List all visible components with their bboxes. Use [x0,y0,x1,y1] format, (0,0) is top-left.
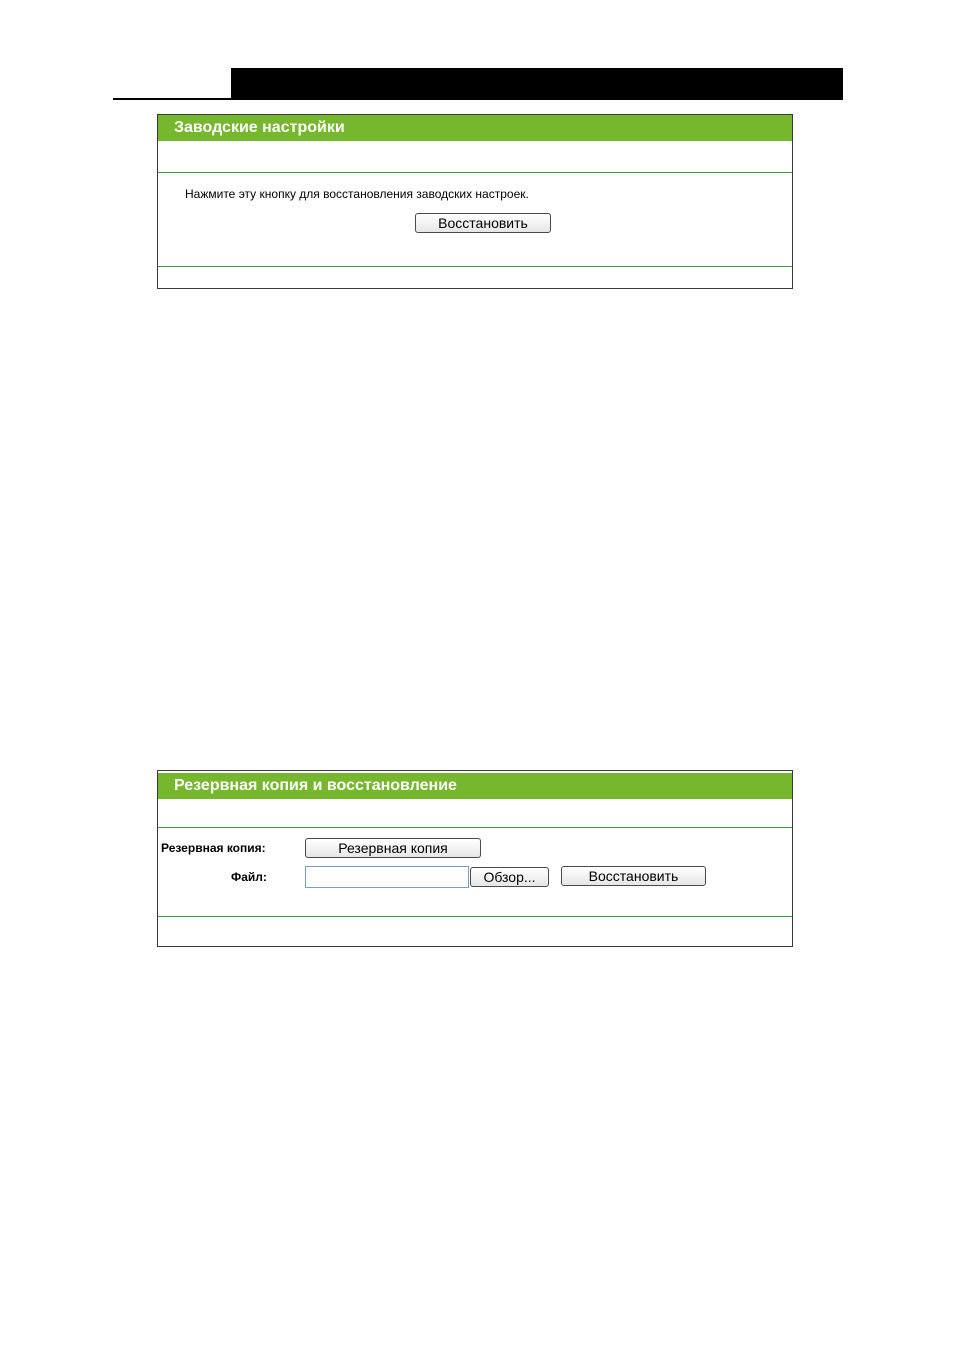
backup-label: Резервная копия: [161,841,266,855]
page-header-rule [113,98,231,100]
separator [158,827,792,828]
panel-title: Резервная копия и восстановление [158,773,792,799]
separator [158,916,792,917]
factory-defaults-panel [157,114,793,289]
page-header-bar [231,68,843,100]
backup-button[interactable]: Резервная копия [305,838,481,858]
file-label: Файл: [231,870,267,884]
restore-defaults-button[interactable]: Восстановить [415,213,551,233]
browse-button[interactable]: Обзор... [470,867,549,887]
separator [158,266,792,267]
file-path-input[interactable] [305,866,469,888]
panel-title: Заводские настройки [158,115,792,141]
restore-description: Нажмите эту кнопку для восстановления заводских настроек. [185,187,529,201]
restore-backup-button[interactable]: Восстановить [561,866,706,886]
separator [158,172,792,173]
backup-restore-panel [157,770,793,947]
